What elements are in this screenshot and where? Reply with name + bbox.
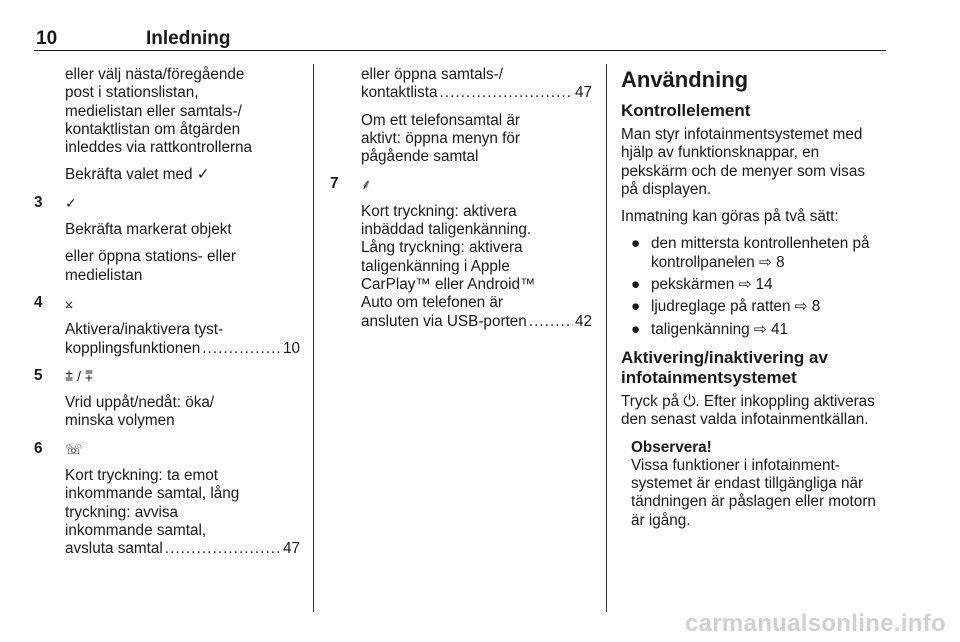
text-line: kontaktlista: [361, 84, 438, 102]
text-line: minska volymen: [65, 412, 175, 430]
checkmark-icon: ✓: [65, 194, 77, 211]
controls-paragraph: [621, 126, 889, 199]
text-line: Tryck på ⏻. Efter inkoppling aktiveras: [621, 392, 875, 410]
text-line: Lång tryckning: aktivera: [361, 239, 523, 257]
list-item: [621, 298, 889, 316]
list-item: [621, 321, 889, 339]
text-line: Aktivera/inaktivera tyst-: [65, 321, 224, 339]
text-line: avsluta samtal: [65, 540, 163, 558]
dot-leader: [440, 84, 573, 102]
page-ref: 47: [574, 84, 592, 102]
dot-leader: [165, 540, 281, 558]
column-2: [330, 66, 592, 340]
item-6: [34, 440, 300, 559]
text-line: hjälp av funktionsknappar, en: [621, 144, 820, 162]
text-line: pekskärmen ⇨ 14: [651, 276, 773, 294]
volume-icon: ⩲ / ⩱: [65, 367, 94, 384]
text-line: är igång.: [631, 511, 691, 529]
text-line: tryckning: avvisa: [65, 503, 179, 521]
bullet-icon: ●: [631, 298, 641, 316]
item-3: [34, 194, 300, 285]
text-line: kopplingsfunktionen: [65, 339, 201, 357]
item-desc: [34, 467, 300, 558]
text-line: post i stationslistan,: [65, 84, 199, 102]
toc-entry: [361, 84, 592, 102]
item-5: [34, 367, 300, 431]
dot-leader: [529, 313, 573, 331]
text-line: Aktivering/inaktivering av: [621, 347, 828, 367]
intro-paragraph: [34, 66, 300, 157]
item-desc: [34, 321, 300, 358]
text-line: inbäddad taligenkänning.: [361, 221, 532, 239]
text-line: systemet är endast tillgängliga när: [631, 475, 864, 493]
call-paragraph: [330, 112, 592, 167]
list-item: [621, 235, 889, 272]
item-number: 4: [34, 293, 43, 311]
text-line: CarPlay™ eller Android™: [361, 275, 536, 293]
text-line: inkommande samtal, lång: [65, 485, 240, 503]
bullet-icon: ●: [631, 276, 641, 294]
text-line: pågående samtal: [361, 148, 479, 166]
text-line: inkommande samtal,: [65, 521, 207, 539]
item-4: [34, 294, 300, 358]
toc-entry: [65, 540, 300, 558]
text-line: aktivt: öppna menyn för: [361, 129, 521, 147]
text-line: eller öppna stations- eller: [65, 248, 236, 266]
text-line: Vrid uppåt/nedåt: öka/: [65, 394, 215, 412]
text-line: pekskärm och de menyer som visas: [621, 162, 865, 180]
text-line: Man styr infotainmentsystemet med: [621, 126, 863, 143]
input-intro: Inmatning kan göras på två sätt:: [621, 208, 839, 226]
item-number: 3: [34, 193, 43, 211]
page-ref: 42: [574, 312, 592, 330]
phone-icon: ☏: [65, 440, 83, 457]
text-line: medielistan eller samtals-/: [65, 102, 242, 120]
text-line: ljudreglage på ratten ⇨ 8: [651, 298, 821, 316]
column-1: [34, 66, 300, 568]
list-item: [621, 276, 889, 294]
text-line: kontrollpanelen ⇨ 8: [651, 253, 785, 271]
text-line: medielistan: [65, 266, 143, 284]
text-line: infotainmentsystemet: [621, 367, 797, 387]
item-7: [330, 175, 592, 330]
toc-entry: [361, 313, 592, 331]
voice-recognition-icon: ⸙: [361, 176, 372, 193]
toc-entry: [65, 340, 300, 358]
mute-icon: ⨲: [65, 294, 73, 311]
text-line: Om ett telefonsamtal är: [361, 111, 520, 129]
chapter-title: Inledning: [146, 28, 231, 49]
note-box: [621, 439, 889, 530]
bullet-icon: ●: [631, 235, 641, 253]
column-divider-1: [313, 64, 314, 612]
item-desc: Bekräfta markerat objekt: [65, 221, 232, 239]
activation-paragraph: [621, 393, 889, 430]
text-line: Auto om telefonen är: [361, 294, 504, 312]
item-number: 6: [34, 439, 43, 457]
item-extra: [34, 248, 300, 285]
column-divider-2: [606, 64, 607, 612]
text-line: kontaktlistan om åtgärden: [65, 120, 241, 138]
text-line: på displayen.: [621, 180, 712, 198]
note-title: Observera!: [631, 438, 712, 456]
bullet-icon: ●: [631, 320, 641, 338]
dot-leader: [202, 340, 281, 358]
column-3: [621, 66, 889, 530]
text-line: eller välj nästa/föregående: [65, 66, 245, 83]
text-line: taligenkänning i Apple: [361, 257, 510, 275]
text-line: eller öppna samtals-/: [361, 66, 503, 83]
section-title: Användning: [621, 67, 749, 92]
watermark: carmanualsonline.info: [684, 610, 946, 637]
text-line: Kort tryckning: ta emot: [65, 467, 219, 485]
text-line: den senast valda infotainmentkällan.: [621, 411, 869, 429]
text-line: den mittersta kontrollenheten på: [651, 235, 870, 253]
item-number: 7: [330, 175, 339, 193]
activation-title: [621, 348, 889, 388]
page-ref: 47: [282, 540, 300, 558]
confirm-text: Bekräfta valet med ✓: [65, 166, 210, 184]
item-desc: [330, 203, 592, 331]
cont-paragraph: [330, 66, 592, 103]
page-header: [34, 28, 886, 51]
item-desc: [34, 394, 300, 431]
item-number: 5: [34, 366, 43, 384]
text-line: Vissa funktioner i infotainment-: [631, 456, 840, 474]
text-line: tändningen är påslagen eller motorn: [631, 493, 876, 511]
page-number: 10: [36, 28, 58, 49]
text-line: ansluten via USB-porten: [361, 312, 527, 330]
text-line: Kort tryckning: aktivera: [361, 202, 517, 220]
page-ref: 10: [282, 339, 300, 357]
text-line: inleddes via rattkontrollerna: [65, 139, 253, 157]
input-methods-list: [621, 235, 889, 338]
subsection-title: Kontrollelement: [621, 101, 751, 120]
text-line: taligenkänning ⇨ 41: [651, 320, 788, 338]
